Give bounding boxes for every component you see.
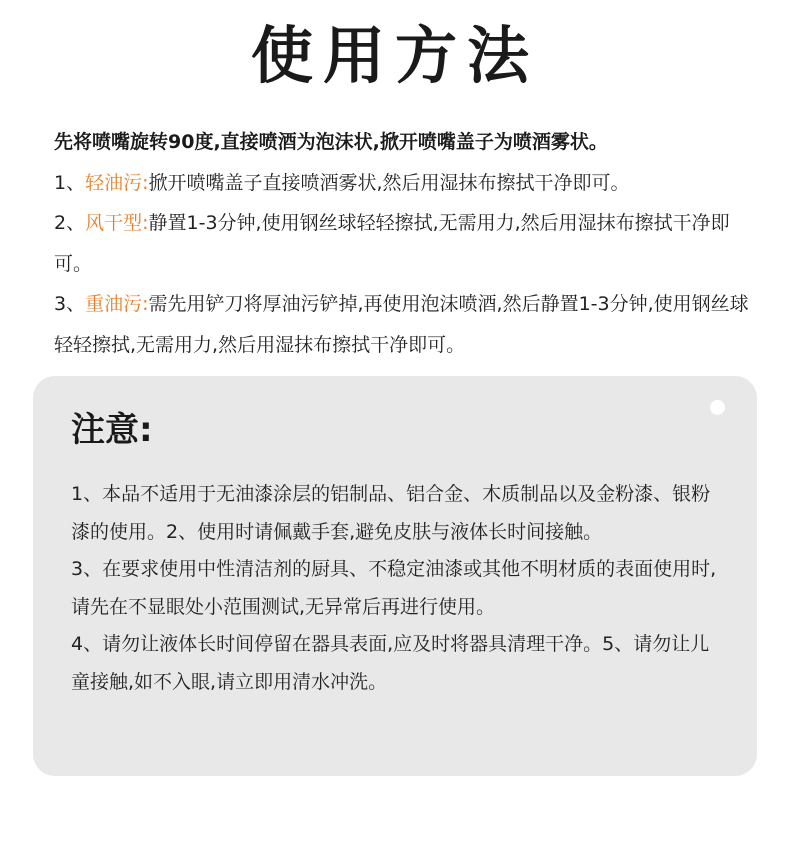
notice-paragraph: 1、本品不适用于无油漆涂层的铝制品、铝合金、木质制品以及金粉漆、银粉漆的使用。2、使用时请佩戴手套,避免皮肤与液体长时间接触。 xyxy=(71,483,711,543)
usage-step-dried xyxy=(54,203,754,284)
step-highlight: 风干型: xyxy=(85,212,149,234)
notice-paragraph: 3、在要求使用中性清洁剂的厨具、不稳定油漆或其他不明材质的表面使用时,请先在不显眼处小范围测试,无异常后再进行使用。 xyxy=(71,558,717,618)
step-highlight: 轻油污: xyxy=(85,171,149,194)
step-text: 掀开喷嘴盖子直接喷酒雾状,然后用湿抹布擦拭干净即可。 xyxy=(148,171,630,194)
step-number: 1、 xyxy=(54,171,86,194)
notice-title: 注意: xyxy=(71,410,153,450)
page-title: 使用方法 xyxy=(250,19,539,92)
usage-step-heavy-grease xyxy=(54,284,754,365)
usage-instructions xyxy=(54,122,754,365)
decorative-dot-icon xyxy=(710,400,725,415)
usage-step-light-grease xyxy=(54,163,754,204)
notice-paragraph: 4、请勿让液体长时间停留在器具表面,应及时将器具清理干净。5、请勿让儿童接触,如不入眼,请立即用清水冲洗。 xyxy=(71,633,710,693)
notice-body xyxy=(71,476,723,701)
usage-intro: 先将喷嘴旋转90度,直接喷酒为泡沫状,掀开喷嘴盖子为喷酒雾状。 xyxy=(54,131,608,153)
step-text: 需先用铲刀将厚油污铲掉,再使用泡沫喷酒,然后静置1-3分钟,使用钢丝球轻轻擦拭,无需用力,然后用湿抹布擦拭干净即可。 xyxy=(54,293,749,356)
step-highlight: 重油污: xyxy=(85,293,149,315)
step-number: 3、 xyxy=(54,293,86,315)
notice-card xyxy=(33,376,757,776)
step-text: 静置1-3分钟,使用钢丝球轻轻擦拭,无需用力,然后用湿抹布擦拭干净即可。 xyxy=(54,212,730,275)
step-number: 2、 xyxy=(54,212,86,234)
